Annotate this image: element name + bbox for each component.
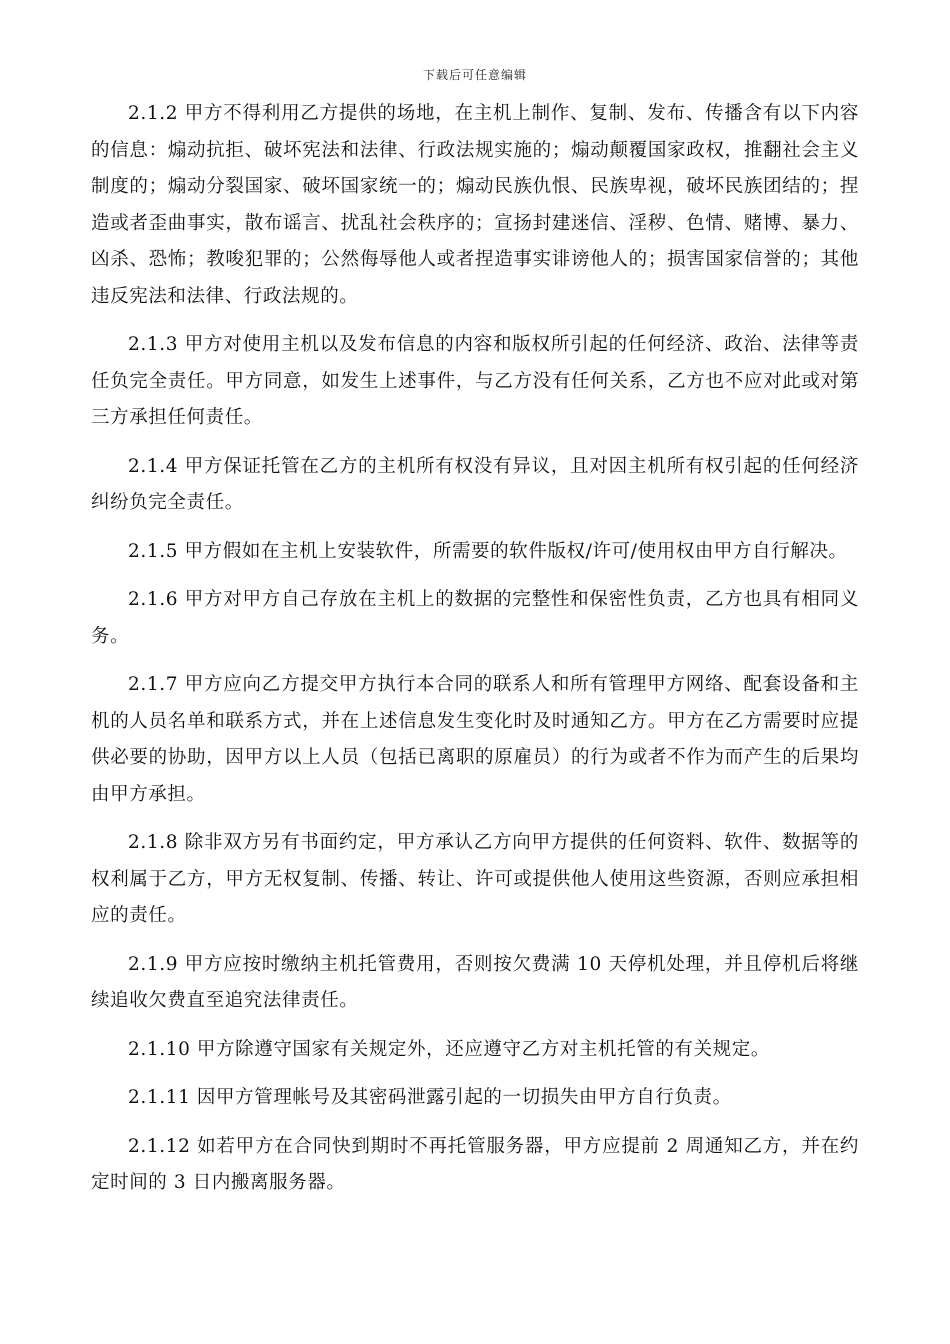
clause-2-1-12: 2.1.12 如若甲方在合同快到期时不再托管服务器，甲方应提前 2 周通知乙方，并在约定时间的 3 日内搬离服务器。 <box>91 1135 859 1193</box>
document-body <box>91 96 859 1214</box>
clause-2-1-8: 2.1.8 除非双方另有书面约定，甲方承认乙方向甲方提供的任何资料、软件、数据等的权利属于乙方，甲方无权复制、传播、转让、许可或提供他人使用这些资源，否则应承担相应的责任。 <box>91 832 859 926</box>
clause-2-1-4: 2.1.4 甲方保证托管在乙方的主机所有权没有异议，且对因主机所有权引起的任何经济纠纷负完全责任。 <box>91 455 859 513</box>
header-note: 下载后可任意编辑 <box>422 68 527 82</box>
clause-2-1-9: 2.1.9 甲方应按时缴纳主机托管费用，否则按欠费满 10 天停机处理，并且停机后将继续追收欠费直至追究法律责任。 <box>91 953 859 1011</box>
clause-2-1-5: 2.1.5 甲方假如在主机上安装软件，所需要的软件版权/许可/使用权由甲方自行解决。 <box>128 540 848 562</box>
clause-2-1-2: 2.1.2 甲方不得利用乙方提供的场地，在主机上制作、复制、发布、传播含有以下内容的信息：煽动抗拒、破坏宪法和法律、行政法规实施的；煽动颠覆国家政权，推翻社会主义制度的；煽动分裂国家、破坏国家统一的；煽动民族仇恨、民族卑视，破坏民族团结的；捏造或者歪曲事实，散布谣言、扰乱社会秩序的；宣扬封建迷信、淫秽、色情、赌博、暴力、凶杀、恐怖；教唆犯罪的；公然侮辱他人或者捏造事实诽谤他人的；损害国家信誉的；其他违反宪法和法律、行政法规的。 <box>91 103 859 307</box>
clause-2-1-7: 2.1.7 甲方应向乙方提交甲方执行本合同的联系人和所有管理甲方网络、配套设备和主机的人员名单和联系方式，并在上述信息发生变化时及时通知乙方。甲方在乙方需要时应提供必要的协助，因甲方以上人员（包括已离职的原雇员）的行为或者不作为而产生的后果均由甲方承担。 <box>91 674 859 805</box>
clause-2-1-10: 2.1.10 甲方除遵守国家有关规定外，还应遵守乙方对主机托管的有关规定。 <box>128 1038 770 1060</box>
clause-2-1-6: 2.1.6 甲方对甲方自己存放在主机上的数据的完整性和保密性负责，乙方也具有相同义务。 <box>91 589 859 647</box>
clause-2-1-11: 2.1.11 因甲方管理帐号及其密码泄露引起的一切损失由甲方自行负责。 <box>128 1087 732 1108</box>
clause-2-1-3: 2.1.3 甲方对使用主机以及发布信息的内容和版权所引起的任何经济、政治、法律等责任负完全责任。甲方同意，如发生上述事件，与乙方没有任何关系，乙方也不应对此或对第三方承担任何责任。 <box>91 334 859 428</box>
